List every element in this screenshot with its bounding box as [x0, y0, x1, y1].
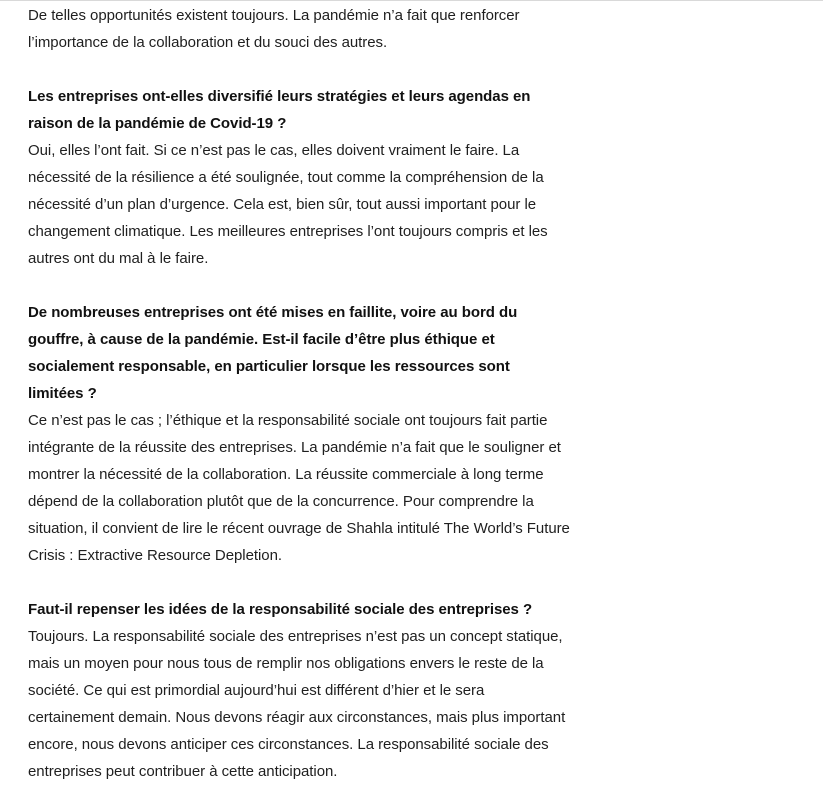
- article-body: [28, 2, 618, 785]
- answer-line: encore, nous devons anticiper ces circonstances. La responsabilité sociale des: [28, 736, 549, 753]
- answer-line: certainement demain. Nous devons réagir aux circonstances, mais plus important: [28, 709, 566, 726]
- answer-line: nécessité de la résilience a été soulignée, tout comme la compréhension de la: [28, 169, 544, 186]
- answer-2: [28, 407, 618, 569]
- text-line: De telles opportunités existent toujours. La pandémie n’a fait que renforcer: [28, 7, 520, 24]
- question-line: socialement responsable, en particulier lorsque les ressources sont: [28, 358, 510, 375]
- paragraph-gap: [28, 272, 618, 299]
- paragraph-gap: [28, 569, 618, 596]
- answer-line: situation, il convient de lire le récent ouvrage de Shahla intitulé The World’s Future: [28, 520, 570, 537]
- answer-line: société. Ce qui est primordial aujourd’hui est différent d’hier et le sera: [28, 682, 485, 699]
- question-line: Faut-il repenser les idées de la responsabilité sociale des entreprises ?: [28, 601, 533, 618]
- question-1: [28, 83, 618, 137]
- question-2: [28, 299, 618, 407]
- answer-line: nécessité d’un plan d’urgence. Cela est, bien sûr, tout aussi important pour le: [28, 196, 537, 213]
- answer-line: Oui, elles l’ont fait. Si ce n’est pas le cas, elles doivent vraiment le faire. La: [28, 142, 520, 159]
- answer-line: Toujours. La responsabilité sociale des entreprises n’est pas un concept statique,: [28, 628, 563, 645]
- answer-line: Crisis : Extractive Resource Depletion.: [28, 547, 282, 564]
- question-line: raison de la pandémie de Covid-19 ?: [28, 115, 287, 132]
- question-line: gouffre, à cause de la pandémie. Est-il facile d’être plus éthique et: [28, 331, 495, 348]
- answer-line: autres ont du mal à le faire.: [28, 250, 209, 267]
- answer-line: Ce n’est pas le cas ; l’éthique et la responsabilité sociale ont toujours fait partie: [28, 412, 548, 429]
- question-line: Les entreprises ont-elles diversifié leurs stratégies et leurs agendas en: [28, 88, 531, 105]
- intro-paragraph: [28, 2, 618, 56]
- answer-line: changement climatique. Les meilleures entreprises l’ont toujours compris et les: [28, 223, 548, 240]
- answer-line: intégrante de la réussite des entreprises. La pandémie n’a fait que le souligner et: [28, 439, 561, 456]
- answer-line: dépend de la collaboration plutôt que de la concurrence. Pour comprendre la: [28, 493, 534, 510]
- answer-1: [28, 137, 618, 272]
- question-line: limitées ?: [28, 385, 97, 402]
- answer-line: montrer la nécessité de la collaboration. La réussite commerciale à long terme: [28, 466, 544, 483]
- text-line: l’importance de la collaboration et du souci des autres.: [28, 34, 388, 51]
- question-3: [28, 596, 618, 623]
- top-divider: [0, 0, 823, 1]
- answer-3: [28, 623, 618, 785]
- answer-line: mais un moyen pour nous tous de remplir nos obligations envers le reste de la: [28, 655, 544, 672]
- paragraph-gap: [28, 56, 618, 83]
- answer-line: entreprises peut contribuer à cette anticipation.: [28, 763, 338, 780]
- question-line: De nombreuses entreprises ont été mises en faillite, voire au bord du: [28, 304, 518, 321]
